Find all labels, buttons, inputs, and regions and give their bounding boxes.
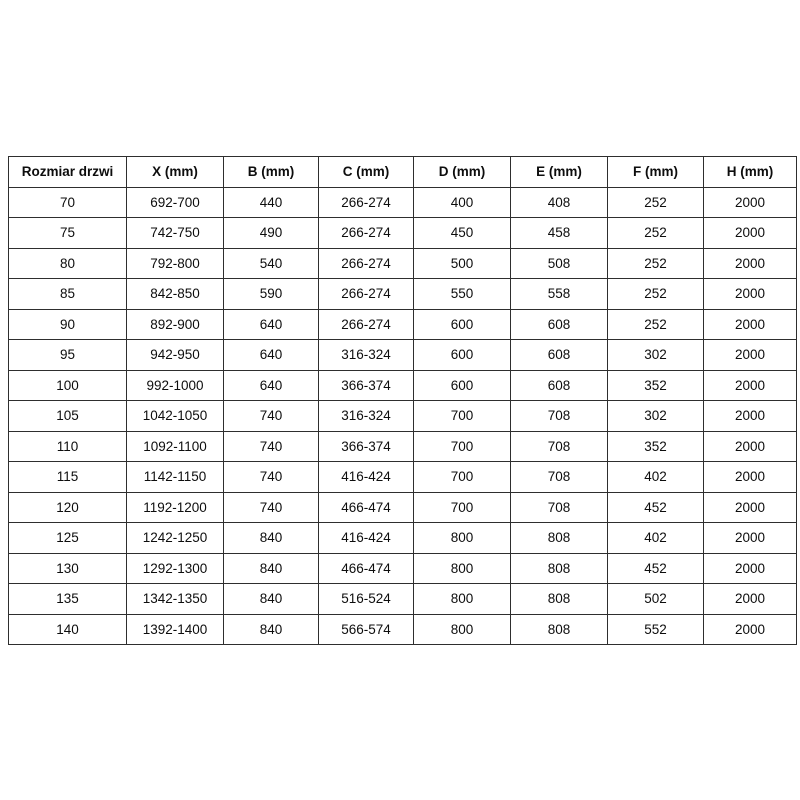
table-cell: 125	[9, 523, 127, 554]
table-cell: 135	[9, 584, 127, 615]
table-cell: 266-274	[319, 218, 414, 249]
table-cell: 85	[9, 279, 127, 310]
table-cell: 708	[511, 492, 608, 523]
table-cell: 352	[608, 431, 704, 462]
table-body	[9, 187, 797, 645]
table-row	[9, 279, 797, 310]
table-cell: 2000	[704, 309, 797, 340]
table-cell: 1392-1400	[127, 614, 224, 645]
table-cell: 115	[9, 462, 127, 493]
table-cell: 466-474	[319, 492, 414, 523]
table-cell: 440	[224, 187, 319, 218]
table-cell: 2000	[704, 523, 797, 554]
table-row	[9, 431, 797, 462]
table-cell: 708	[511, 462, 608, 493]
table-cell: 266-274	[319, 187, 414, 218]
column-header: F (mm)	[608, 157, 704, 188]
table-cell: 808	[511, 584, 608, 615]
table-cell: 640	[224, 370, 319, 401]
column-header: D (mm)	[414, 157, 511, 188]
table-row	[9, 187, 797, 218]
table-cell: 500	[414, 248, 511, 279]
table-cell: 2000	[704, 218, 797, 249]
table-cell: 1292-1300	[127, 553, 224, 584]
table-row	[9, 401, 797, 432]
table-cell: 302	[608, 401, 704, 432]
column-header: Rozmiar drzwi	[9, 157, 127, 188]
table-cell: 466-474	[319, 553, 414, 584]
table-cell: 2000	[704, 431, 797, 462]
table-cell: 2000	[704, 401, 797, 432]
table-cell: 1092-1100	[127, 431, 224, 462]
column-header: B (mm)	[224, 157, 319, 188]
table-cell: 140	[9, 614, 127, 645]
table-row	[9, 584, 797, 615]
table-cell: 840	[224, 553, 319, 584]
table-cell: 708	[511, 431, 608, 462]
table-cell: 708	[511, 401, 608, 432]
table-cell: 640	[224, 340, 319, 371]
table-cell: 458	[511, 218, 608, 249]
table-cell: 2000	[704, 340, 797, 371]
table-cell: 558	[511, 279, 608, 310]
table-cell: 692-700	[127, 187, 224, 218]
table-row	[9, 340, 797, 371]
table-cell: 1242-1250	[127, 523, 224, 554]
table-cell: 316-324	[319, 340, 414, 371]
table-cell: 2000	[704, 462, 797, 493]
table-cell: 700	[414, 431, 511, 462]
table-cell: 95	[9, 340, 127, 371]
table-cell: 842-850	[127, 279, 224, 310]
door-size-table	[8, 156, 797, 645]
table-cell: 600	[414, 370, 511, 401]
table-cell: 120	[9, 492, 127, 523]
table-cell: 266-274	[319, 309, 414, 340]
table-cell: 1342-1350	[127, 584, 224, 615]
table-cell: 416-424	[319, 462, 414, 493]
table-cell: 608	[511, 340, 608, 371]
table-cell: 80	[9, 248, 127, 279]
table-cell: 252	[608, 187, 704, 218]
table-cell: 352	[608, 370, 704, 401]
table-cell: 266-274	[319, 279, 414, 310]
table-cell: 792-800	[127, 248, 224, 279]
table-cell: 316-324	[319, 401, 414, 432]
table-cell: 800	[414, 614, 511, 645]
table-cell: 700	[414, 462, 511, 493]
table-header-row	[9, 157, 797, 188]
table-cell: 75	[9, 218, 127, 249]
table-cell: 502	[608, 584, 704, 615]
table-cell: 800	[414, 553, 511, 584]
table-cell: 640	[224, 309, 319, 340]
table-cell: 550	[414, 279, 511, 310]
table-cell: 1042-1050	[127, 401, 224, 432]
table-cell: 740	[224, 462, 319, 493]
table-cell: 700	[414, 401, 511, 432]
table-cell: 2000	[704, 614, 797, 645]
table-cell: 2000	[704, 553, 797, 584]
table-row	[9, 614, 797, 645]
column-header: C (mm)	[319, 157, 414, 188]
table-cell: 740	[224, 431, 319, 462]
table-cell: 2000	[704, 492, 797, 523]
table-cell: 608	[511, 370, 608, 401]
table-cell: 490	[224, 218, 319, 249]
table-cell: 840	[224, 523, 319, 554]
table-cell: 90	[9, 309, 127, 340]
table-cell: 508	[511, 248, 608, 279]
table-cell: 800	[414, 584, 511, 615]
table-cell: 2000	[704, 187, 797, 218]
table-cell: 450	[414, 218, 511, 249]
table-cell: 2000	[704, 279, 797, 310]
table-cell: 400	[414, 187, 511, 218]
table-cell: 70	[9, 187, 127, 218]
table-cell: 252	[608, 248, 704, 279]
table-cell: 840	[224, 614, 319, 645]
table-cell: 590	[224, 279, 319, 310]
table-cell: 1142-1150	[127, 462, 224, 493]
table-cell: 700	[414, 492, 511, 523]
table-cell: 600	[414, 340, 511, 371]
table-cell: 105	[9, 401, 127, 432]
table-row	[9, 370, 797, 401]
table-cell: 540	[224, 248, 319, 279]
table-row	[9, 218, 797, 249]
table-cell: 942-950	[127, 340, 224, 371]
table-cell: 252	[608, 309, 704, 340]
table-cell: 740	[224, 492, 319, 523]
table-cell: 100	[9, 370, 127, 401]
table-cell: 552	[608, 614, 704, 645]
table-cell: 252	[608, 218, 704, 249]
table-row	[9, 248, 797, 279]
table-cell: 516-524	[319, 584, 414, 615]
table-cell: 408	[511, 187, 608, 218]
table-cell: 366-374	[319, 431, 414, 462]
table-row	[9, 462, 797, 493]
table-cell: 130	[9, 553, 127, 584]
table-cell: 402	[608, 462, 704, 493]
table-row	[9, 523, 797, 554]
column-header: H (mm)	[704, 157, 797, 188]
table-cell: 252	[608, 279, 704, 310]
table-row	[9, 492, 797, 523]
table-cell: 800	[414, 523, 511, 554]
table-cell: 2000	[704, 248, 797, 279]
table-cell: 1192-1200	[127, 492, 224, 523]
table-cell: 608	[511, 309, 608, 340]
table-cell: 566-574	[319, 614, 414, 645]
table-cell: 992-1000	[127, 370, 224, 401]
table-cell: 808	[511, 523, 608, 554]
table-cell: 600	[414, 309, 511, 340]
table-cell: 452	[608, 553, 704, 584]
table-cell: 742-750	[127, 218, 224, 249]
table-cell: 266-274	[319, 248, 414, 279]
table-row	[9, 553, 797, 584]
table-cell: 366-374	[319, 370, 414, 401]
table-head	[9, 157, 797, 188]
table-cell: 416-424	[319, 523, 414, 554]
table-cell: 302	[608, 340, 704, 371]
table-cell: 2000	[704, 584, 797, 615]
table-cell: 840	[224, 584, 319, 615]
column-header: X (mm)	[127, 157, 224, 188]
column-header: E (mm)	[511, 157, 608, 188]
table-cell: 2000	[704, 370, 797, 401]
table-cell: 740	[224, 401, 319, 432]
table-cell: 110	[9, 431, 127, 462]
table-cell: 808	[511, 614, 608, 645]
table-cell: 892-900	[127, 309, 224, 340]
table-cell: 402	[608, 523, 704, 554]
table-row	[9, 309, 797, 340]
table-cell: 808	[511, 553, 608, 584]
table-cell: 452	[608, 492, 704, 523]
